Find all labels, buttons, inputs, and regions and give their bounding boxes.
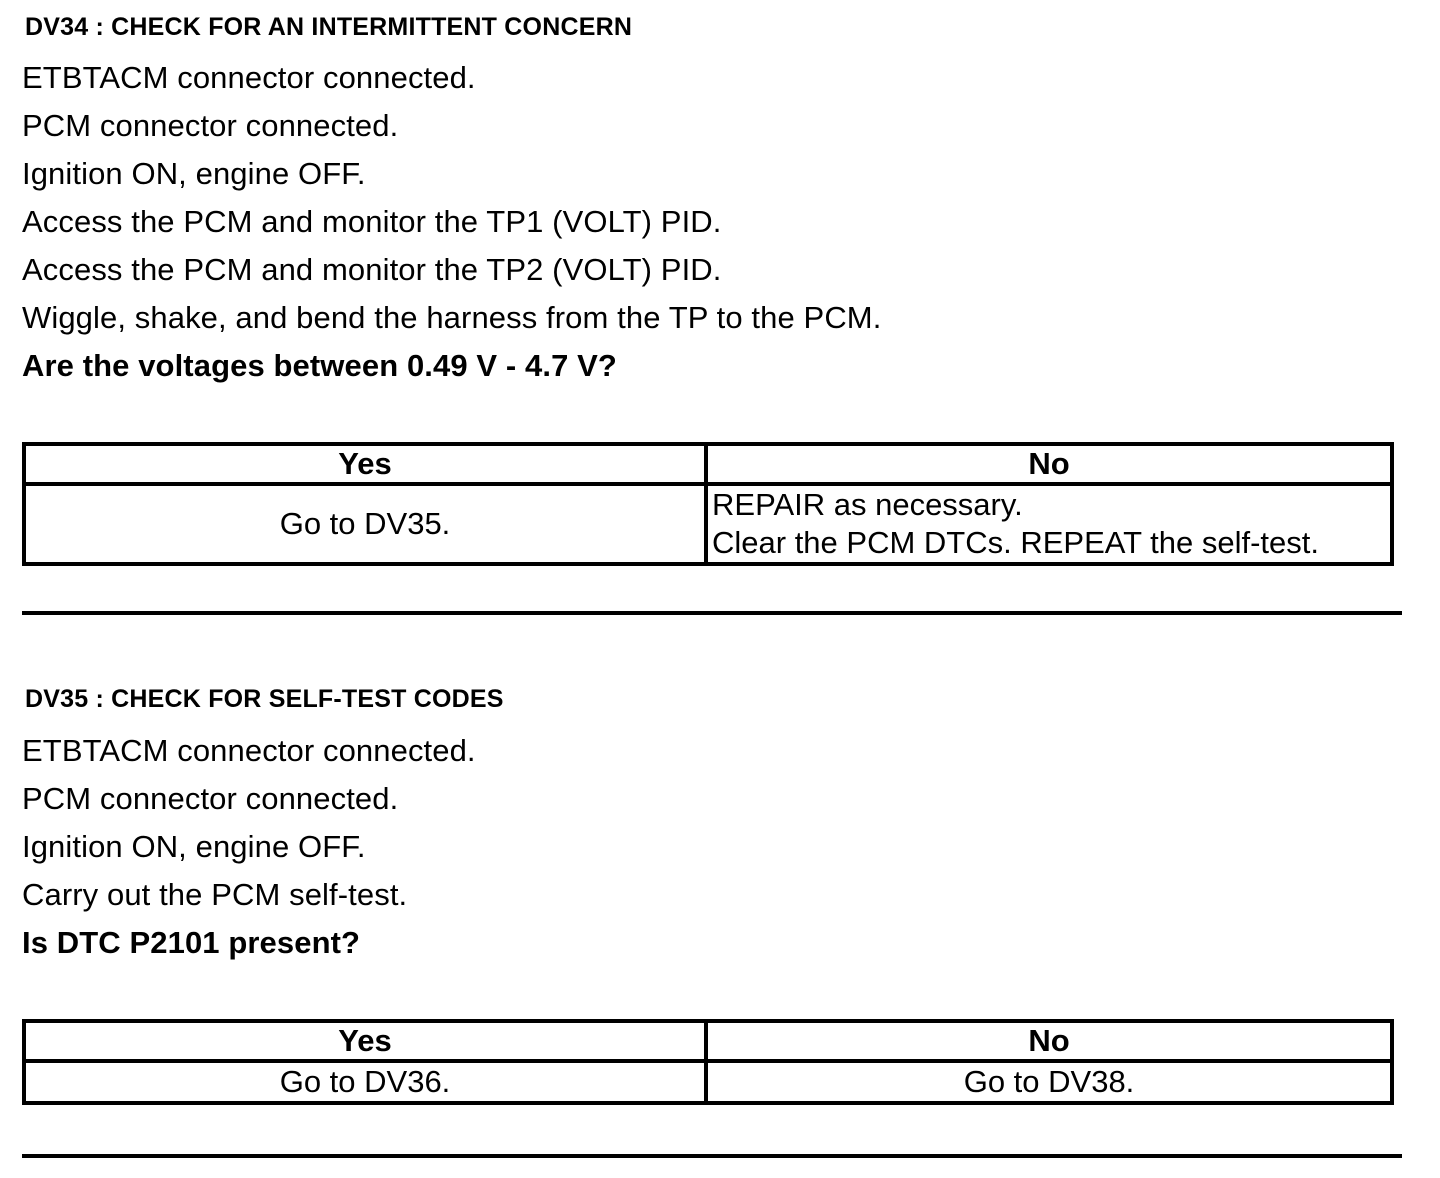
- no-column-header: No: [706, 1021, 1392, 1061]
- section-title: DV35 : CHECK FOR SELF-TEST CODES: [25, 685, 504, 713]
- yes-action-cell: [24, 484, 706, 564]
- step-text: Ignition ON, engine OFF.: [22, 829, 366, 864]
- result-table: [22, 442, 1394, 566]
- section-divider: [22, 1154, 1402, 1158]
- test-question: Are the voltages between 0.49 V - 4.7 V?: [22, 348, 617, 383]
- step-text: PCM connector connected.: [22, 108, 399, 143]
- step-text: PCM connector connected.: [22, 781, 399, 816]
- yes-column-header: Yes: [24, 1021, 706, 1061]
- table-row: [24, 484, 1392, 564]
- table-row: [24, 1061, 1392, 1103]
- no-action-cell: [706, 484, 1392, 564]
- yes-action-cell: [24, 1061, 706, 1103]
- step-text: Wiggle, shake, and bend the harness from the TP to the PCM.: [22, 300, 882, 335]
- section-divider: [22, 611, 1402, 615]
- step-text: ETBTACM connector connected.: [22, 733, 476, 768]
- yes-action-text: Go to DV36.: [279, 1064, 451, 1099]
- no-action-text: REPAIR as necessary.: [712, 487, 1023, 522]
- step-text: Access the PCM and monitor the TP1 (VOLT) PID.: [22, 204, 722, 239]
- no-action-text: Clear the PCM DTCs. REPEAT the self-test.: [712, 525, 1319, 560]
- table-header-row: [24, 1021, 1392, 1061]
- table-header-row: [24, 444, 1392, 484]
- section-title: DV34 : CHECK FOR AN INTERMITTENT CONCERN: [25, 13, 633, 41]
- step-text: Carry out the PCM self-test.: [22, 877, 408, 912]
- no-column-header: No: [706, 444, 1392, 484]
- no-action-cell: [706, 1061, 1392, 1103]
- step-text: Access the PCM and monitor the TP2 (VOLT) PID.: [22, 252, 722, 287]
- step-text: ETBTACM connector connected.: [22, 60, 476, 95]
- test-question: Is DTC P2101 present?: [22, 925, 361, 960]
- no-action-text: Go to DV38.: [963, 1064, 1135, 1099]
- yes-column-header: Yes: [24, 444, 706, 484]
- step-text: Ignition ON, engine OFF.: [22, 156, 366, 191]
- result-table: [22, 1019, 1394, 1105]
- yes-action-text: Go to DV35.: [279, 506, 451, 541]
